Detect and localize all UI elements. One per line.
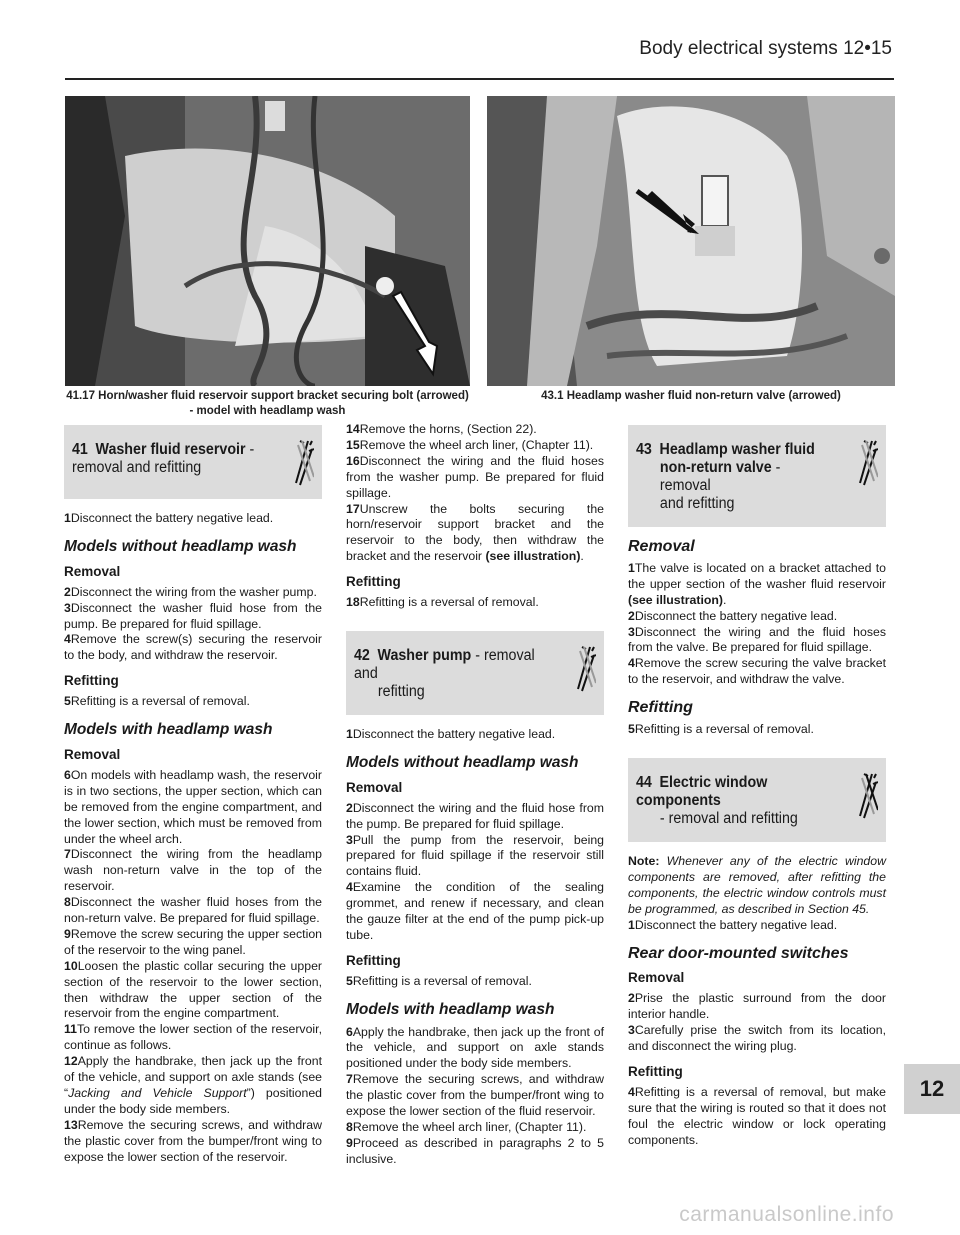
section-number: 41 xyxy=(72,441,88,458)
footer-watermark-url: carmanualsonline.info xyxy=(679,1203,894,1226)
paragraph: Disconnect the battery negative lead. xyxy=(634,608,838,623)
para-number: 2 xyxy=(628,991,635,1006)
note-label: Note: xyxy=(628,853,660,868)
paragraph: Remove the securing screws, and withdraw the plastic cover from the bumper/front wing to expose the lower section of the fluid reservoir. xyxy=(346,1072,604,1119)
section-title-suffix: - removal and xyxy=(354,646,535,682)
subheading-refitting: Refitting xyxy=(64,673,119,689)
para-number: 14 xyxy=(346,422,360,436)
subheading-removal: Removal xyxy=(64,563,121,579)
para-number: 2 xyxy=(64,584,71,599)
para-number: 7 xyxy=(64,847,71,862)
section-title: Electric window components xyxy=(636,773,768,809)
section-42-heading xyxy=(346,631,604,715)
paragraph: Disconnect the wiring from the headlamp wash non-return valve in the top of the reservoir. xyxy=(64,847,322,894)
header-rule xyxy=(65,78,894,80)
section-title: Washer pump xyxy=(377,646,472,664)
section-44-heading xyxy=(628,758,886,842)
para-number: 1 xyxy=(628,560,635,575)
para-number: 2 xyxy=(628,608,635,623)
paragraph: Apply the handbrake, then jack up the front of the vehicle, and support on axle stands (see “ xyxy=(64,1054,322,1100)
para-number: 17 xyxy=(346,501,360,516)
subheading-refitting: Refitting xyxy=(346,952,401,968)
subheading-with-headlamp-wash: Models with headlamp wash xyxy=(64,721,273,739)
para-number: 16 xyxy=(346,453,360,468)
para-number: 3 xyxy=(628,624,635,639)
column-1 xyxy=(64,425,322,1166)
para-number: 9 xyxy=(64,926,71,941)
subheading-rear-door-switches: Rear door-mounted switches xyxy=(628,944,849,962)
paragraph: Disconnect the wiring from the washer pump. xyxy=(70,584,317,599)
paragraph: Refitting is a reversal of removal. xyxy=(634,722,814,737)
paragraph: Refitting is a reversal of removal, but make sure that the wiring is routed so that it does not foul the electric window or lock operating components. xyxy=(628,1084,886,1147)
para-number: 5 xyxy=(628,722,635,737)
subheading-refitting: Refitting xyxy=(628,1063,683,1079)
section-title-suffix: - removal xyxy=(659,459,781,494)
para-number: 6 xyxy=(346,1024,353,1039)
para-number: 4 xyxy=(346,880,353,895)
section-number: 43 xyxy=(636,441,652,458)
paragraph: Unscrew the bolts securing the horn/reservoir support bracket and the reservoir to the body, then withdraw the bracket and the reservoir xyxy=(346,501,604,564)
section-43-heading xyxy=(628,425,886,527)
note-text: Whenever any of the electric window components are removed, after refitting the components, the electric window controls must be programmed, as described in Section 45. xyxy=(628,853,886,916)
difficulty-spanner-icon xyxy=(288,437,314,489)
paragraph: Loosen the plastic collar securing the upper section of the reservoir to the lower section, then withdraw the upper section of the reservoir from the engine compartment. xyxy=(64,958,322,1021)
section-title-line2: non-return valve xyxy=(659,459,772,476)
para-number: 13 xyxy=(64,1117,78,1132)
illustration-reference: (see illustration) xyxy=(628,592,723,607)
paragraph: Refitting is a reversal of removal. xyxy=(352,973,532,988)
photo-horn-reservoir-bracket xyxy=(65,96,470,386)
paragraph: Carefully prise the switch from its location, and disconnect the wiring plug. xyxy=(628,1023,886,1054)
para-number: 3 xyxy=(628,1023,635,1038)
figure-caption-43-1: 43.1 Headlamp washer fluid non-return valve (arrowed) xyxy=(541,390,841,402)
column-2 xyxy=(346,422,604,1168)
paragraph: Disconnect the battery negative lead. xyxy=(634,917,838,932)
paragraph: Refitting is a reversal of removal. xyxy=(70,694,250,709)
para-number: 6 xyxy=(64,767,71,782)
paragraph: Disconnect the battery negative lead. xyxy=(352,726,556,741)
paragraph: Remove the wheel arch liner, (Chapter 11). xyxy=(359,437,594,452)
paragraph: Refitting is a reversal of removal. xyxy=(359,595,539,610)
subheading-removal: Removal xyxy=(628,970,685,986)
subheading-refitting: Refitting xyxy=(346,574,401,590)
para-number: 12 xyxy=(64,1054,78,1069)
section-title-suffix: - removal and refitting xyxy=(659,809,798,827)
para-number: 2 xyxy=(346,800,353,815)
paragraph: Remove the screw(s) securing the reservoir to the body, and withdraw the reservoir. xyxy=(64,632,322,663)
para-number: 10 xyxy=(64,958,78,973)
paragraph: Disconnect the battery negative lead. xyxy=(70,511,274,525)
subheading-removal: Removal xyxy=(64,746,121,762)
paragraph: Remove the securing screws, and withdraw the plastic cover from the bumper/front wing to expose the lower section of the reservoir. xyxy=(64,1117,322,1164)
photo-non-return-valve xyxy=(487,96,895,386)
paragraph: Disconnect the wiring and the fluid hoses from the washer pump. Be prepared for fluid spillage. xyxy=(346,453,604,500)
subheading-without-headlamp-wash: Models without headlamp wash xyxy=(346,753,579,771)
para-number: 1 xyxy=(628,917,635,932)
section-41-heading xyxy=(64,425,322,499)
para-number: 8 xyxy=(64,895,71,910)
section-title-suffix-line3: and refitting xyxy=(659,495,735,512)
para-number: 1 xyxy=(64,511,71,525)
paragraph: Remove the horns, (Section 22). xyxy=(359,422,537,436)
para-number: 3 xyxy=(64,600,71,615)
para-number: 8 xyxy=(346,1120,353,1134)
figure-caption-41-17: 41.17 Horn/washer fluid reservoir support bracket securing bolt (arrowed) - model with headlamp wash xyxy=(66,390,469,417)
para-number: 15 xyxy=(346,437,360,452)
para-number: 4 xyxy=(628,656,635,671)
para-number: 3 xyxy=(346,832,353,847)
para-number: 5 xyxy=(64,694,71,709)
section-number: 42 xyxy=(354,646,370,664)
paragraph: Apply the handbrake, then jack up the front of the vehicle, and support on axle stands positioned under the body side members. xyxy=(346,1024,604,1071)
paragraph: . xyxy=(722,592,727,607)
paragraph: Disconnect the washer fluid hose from the pump. Be prepared for fluid spillage. xyxy=(64,600,322,631)
para-number: 1 xyxy=(346,726,353,741)
paragraph: Examine the condition of the sealing grommet, and renew if necessary, and clean the gauze filter at the end of the pump pick-up tube. xyxy=(346,880,604,942)
section-number: 44 xyxy=(636,773,652,791)
section-title-suffix: - removal and refitting xyxy=(72,441,255,476)
paragraph: ”) positioned under the body side members. xyxy=(64,1086,322,1116)
difficulty-spanner-icon xyxy=(852,437,878,489)
paragraph: Proceed as described in paragraphs 2 to 5 inclusive. xyxy=(346,1135,604,1166)
paragraph: Disconnect the washer fluid hoses from the non-return valve. Be prepared for fluid spillage. xyxy=(64,895,322,926)
para-number: 9 xyxy=(346,1135,353,1150)
section-title: Washer fluid reservoir xyxy=(95,441,246,458)
paragraph: Disconnect the wiring and the fluid hose from the pump. Be prepared for fluid spillage. xyxy=(346,800,604,831)
difficulty-spanner-icon xyxy=(570,643,596,695)
difficulty-spanner-icon xyxy=(852,770,878,822)
para-number: 4 xyxy=(628,1084,635,1099)
paragraph: The valve is located on a bracket attached to the upper section of the washer fluid reservoir xyxy=(628,560,886,591)
subheading-refitting: Refitting xyxy=(628,699,693,717)
page-header-title: Body electrical systems 12•15 xyxy=(639,38,892,59)
para-number: 11 xyxy=(64,1022,77,1037)
illustration-reference: (see illustration) xyxy=(485,549,581,564)
para-number: 5 xyxy=(346,973,353,988)
chapter-reference: Jacking and Vehicle Support xyxy=(68,1086,247,1100)
paragraph: . xyxy=(580,549,584,564)
section-title-suffix-line2: refitting xyxy=(377,682,425,700)
paragraph: Remove the wheel arch liner, (Chapter 11). xyxy=(352,1120,587,1134)
paragraph: On models with headlamp wash, the reservoir is in two sections, the upper section, which can be removed from the engine compartment, and the lower section, which must be removed from under the wheel arch. xyxy=(64,767,322,846)
paragraph: Disconnect the wiring and the fluid hoses from the valve. Be prepared for fluid spillage. xyxy=(628,624,886,655)
para-number: 18 xyxy=(346,595,360,610)
subheading-removal: Removal xyxy=(346,779,403,795)
paragraph: Remove the screw securing the valve bracket to the reservoir, and withdraw the valve. xyxy=(628,656,886,687)
subheading-removal: Removal xyxy=(628,538,695,555)
para-number: 7 xyxy=(346,1072,353,1087)
para-number: 4 xyxy=(64,632,71,647)
section-title: Headlamp washer fluid xyxy=(659,441,815,458)
paragraph: Remove the screw securing the upper section of the reservoir to the wing panel. xyxy=(64,926,322,957)
chapter-tab: 12 xyxy=(904,1064,960,1114)
paragraph: Pull the pump from the reservoir, being prepared for fluid spillage if the reservoir still contains fluid. xyxy=(346,832,604,879)
subheading-without-headlamp-wash: Models without headlamp wash xyxy=(64,537,297,555)
paragraph: Prise the plastic surround from the door interior handle. xyxy=(628,991,886,1022)
paragraph: To remove the lower section of the reservoir, continue as follows. xyxy=(64,1022,322,1053)
subheading-with-headlamp-wash: Models with headlamp wash xyxy=(346,1000,555,1018)
column-3 xyxy=(628,425,886,1148)
